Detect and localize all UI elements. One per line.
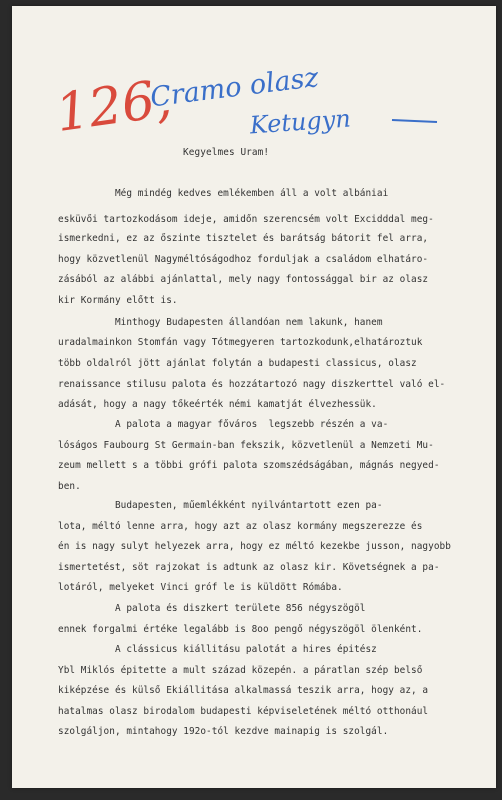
letter-line: A palota a magyar főváros legszebb részén a va- xyxy=(58,419,389,430)
handwritten-underline xyxy=(392,120,437,122)
letter-line: Ybl Miklós épitette a mult század közepén. a páratlan szép belső xyxy=(58,665,423,676)
letter-line: kir Kormány előtt is. xyxy=(58,295,178,306)
letter-line: Még mindég kedves emlékemben áll a volt albániai xyxy=(58,188,389,199)
letter-line: uradalmainkon Stomfán vagy Tótmegyeren tartozkodunk,elhatároztuk xyxy=(58,337,423,348)
handwritten-number: 126, xyxy=(52,68,176,145)
letter-line: hogy közvetlenül Nagyméltóságodhoz forduljak a családom elhatáro- xyxy=(58,254,429,265)
letter-line: lotáról, melyeket Vinci gróf le is küldött Rómába. xyxy=(58,582,343,593)
letter-line: ismerkedni, ez az őszinte tisztelet és barátság bátorit fel arra, xyxy=(58,233,429,244)
letter-line: hatalmas olasz birodalom budapesti képviseletének méltó otthonául xyxy=(58,706,429,717)
letter-line: A clássicus kiállitásu palotát a hires épitész xyxy=(58,644,377,655)
letter-line: szolgáljon, mintahogy 192o-tól kezdve mainapig is szolgál. xyxy=(58,726,389,737)
letter-line: A palota és diszkert területe 856 négyszögöl xyxy=(58,603,366,614)
letter-line: renaissance stilusu palota és hozzátartozó nagy diszkerttel való el- xyxy=(58,379,446,390)
letter-line: ben. xyxy=(58,481,81,492)
letter-line: lota, méltó lenne arra, hogy azt az olasz kormány megszerezze és xyxy=(58,521,423,532)
letter-line: ennek forgalmi értéke legalább is 8oo pengő négyszögöl ölenként. xyxy=(58,624,423,635)
letter-line: zásából az alábbi ajánlattal, mely nagy fontossággal bir az olasz xyxy=(58,274,429,285)
letter-line: kiképzése és külső Ekiállitása alkalmassá teszik arra, hogy az, a xyxy=(58,685,429,696)
letter-line: Budapesten, műemlékként nyilvántartott ezen pa- xyxy=(58,500,383,511)
letter-line: ismertetést, söt rajzokat is adtunk az olasz kir. Követségnek a pa- xyxy=(58,562,440,573)
handwritten-note-line1: Cramo olasz xyxy=(148,62,321,114)
letter-line: én is nagy sulyt helyezek arra, hogy ez méltó kezekbe jusson, nagyobb xyxy=(58,541,451,552)
letter-line: Minthogy Budapesten állandóan nem lakunk, hanem xyxy=(58,317,383,328)
letter-line: lóságos Faubourg St Germain-ban fekszik, közvetlenül a Nemzeti Mu- xyxy=(58,440,434,451)
letter-line: zeum mellett s a többi grófi palota szomszédságában, mágnás negyed- xyxy=(58,460,440,471)
letter-line: több oldalról jött ajánlat folytán a budapesti classicus, olasz xyxy=(58,358,417,369)
letter-line: esküvői tartozkodásom ideje, amidőn szerencsém volt Excidddal meg- xyxy=(58,214,434,225)
letter-line: adását, hogy a nagy tőkeérték némi kamatját élvezhessük. xyxy=(58,399,377,410)
handwritten-note-line2: Ketugyn xyxy=(248,104,352,140)
salutation: Kegyelmes Uram! xyxy=(183,147,270,158)
